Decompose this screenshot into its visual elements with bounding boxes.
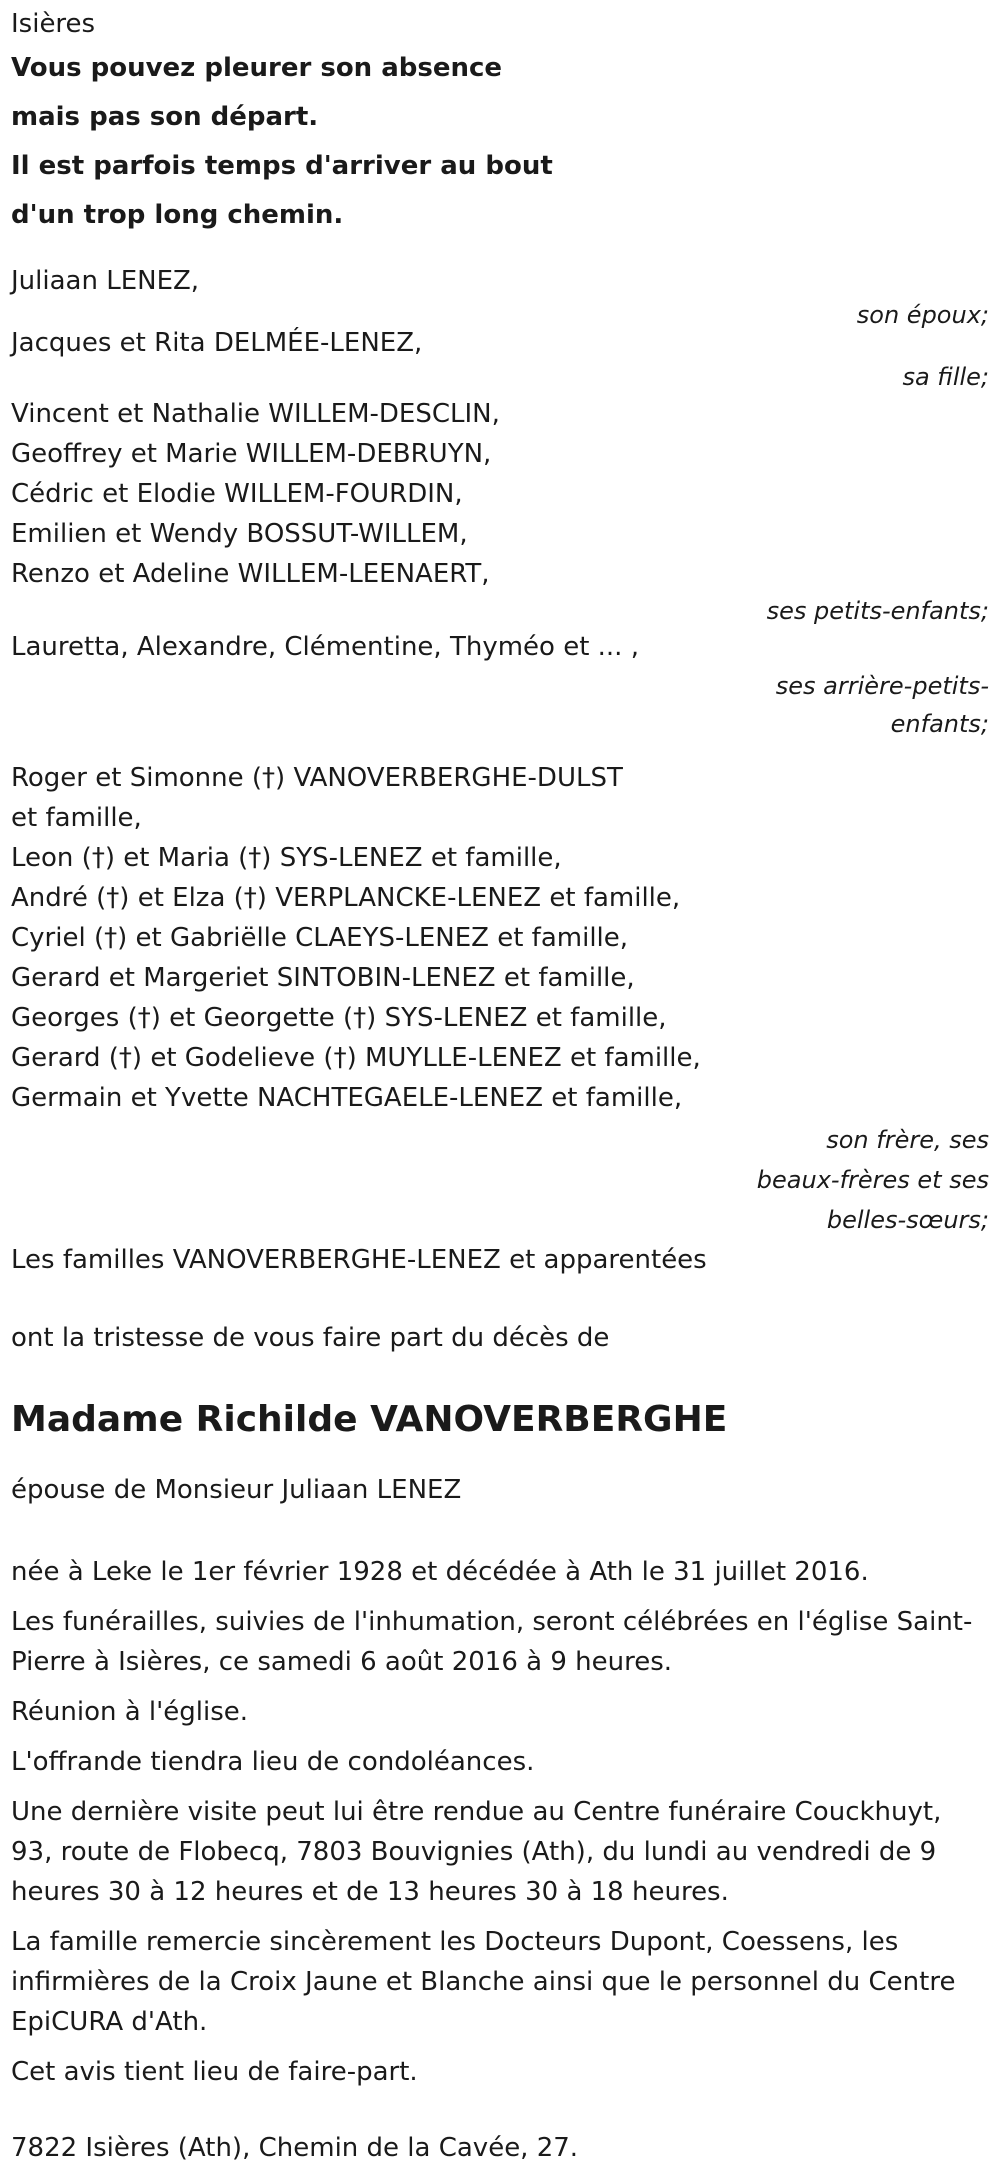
great-grandchildren-names: Lauretta, Alexandre, Clémentine, Thyméo et ... , [11,632,639,662]
sibling-name: Roger et Simonne (†) VANOVERBERGHE-DULST [11,763,623,793]
gathering-paragraph: Réunion à l'église. [11,1697,249,1727]
address-line: 7822 Isières (Ath), Chemin de la Cavée, 27. [11,2133,579,2163]
sibling-name: Leon (†) et Maria (†) SYS-LENEZ et famille, [11,843,562,873]
poem-line: mais pas son départ. [11,102,319,132]
birth-death-paragraph: née à Leke le 1er février 1928 et décédée à Ath le 31 juillet 2016. [11,1557,869,1587]
grandchild-name: Emilien et Wendy BOSSUT-WILLEM, [11,519,468,549]
poem-line: Il est parfois temps d'arriver au bout [11,151,553,181]
grandchild-name: Vincent et Nathalie WILLEM-DESCLIN, [11,399,500,429]
offering-paragraph: L'offrande tiendra lieu de condoléances. [11,1747,535,1777]
spouse-relation: son époux; [856,301,989,329]
obituary-page [0,4,1000,2163]
details [11,1552,989,2092]
siblings-relation: son frère, ses [826,1126,989,1154]
poem-line: Vous pouvez pleurer son absence [11,53,503,83]
grandchild-name: Renzo et Adeline WILLEM-LEENAERT, [11,559,490,589]
sibling-name: Germain et Yvette NACHTEGAELE-LENEZ et famille, [11,1083,683,1113]
siblings-relation: beaux-frères et ses [756,1166,989,1194]
family-great-grandchildren [11,628,989,742]
family-daughter [11,326,989,394]
great-grandchildren-relation: ses arrière-petits- [775,672,989,700]
family-siblings [11,758,989,1240]
paragraph-line: infirmières de la Croix Jaune et Blanche ainsi que le personnel du Centre [11,1967,956,1997]
announcement-line: ont la tristesse de vous faire part du décès de [11,1323,610,1353]
daughter-relation: sa fille; [902,363,989,391]
sibling-name: Cyriel (†) et Gabriëlle CLAEYS-LENEZ et famille, [11,923,629,953]
paragraph-line: Une dernière visite peut lui être rendue au Centre funéraire Couckhuyt, [11,1797,942,1827]
paragraph-line: heures 30 à 12 heures et de 13 heures 30 à 18 heures. [11,1877,729,1907]
sibling-name: Gerard et Margeriet SINTOBIN-LENEZ et famille, [11,963,635,993]
place-heading: Isières [11,9,96,39]
funeral-paragraph [11,1602,989,1682]
grandchildren-relation: ses petits-enfants; [766,597,989,625]
spouse-name: Juliaan LENEZ, [11,266,200,296]
paragraph-line: La famille remercie sincèrement les Docteurs Dupont, Coessens, les [11,1927,899,1957]
sibling-name: Gerard (†) et Godelieve (†) MUYLLE-LENEZ et famille, [11,1043,701,1073]
sibling-name: et famille, [11,803,142,833]
thanks-paragraph [11,1922,989,2042]
paragraph-line: 93, route de Flobecq, 7803 Bouvignies (Ath), du lundi au vendredi de 9 [11,1837,937,1867]
paragraph-line: EpiCURA d'Ath. [11,2007,208,2037]
sibling-name: Georges (†) et Georgette (†) SYS-LENEZ et famille, [11,1003,667,1033]
visit-paragraph [11,1792,989,1912]
sibling-name: André (†) et Elza (†) VERPLANCKE-LENEZ et famille, [11,883,681,913]
paragraph-line: Pierre à Isières, ce samedi 6 août 2016 à 9 heures. [11,1647,673,1677]
great-grandchildren-relation: enfants; [890,710,989,738]
family-grandchildren [11,394,989,628]
grandchild-name: Geoffrey et Marie WILLEM-DEBRUYN, [11,439,492,469]
family-spouse [11,264,989,332]
notice-paragraph: Cet avis tient lieu de faire-part. [11,2057,418,2087]
grandchild-name: Cédric et Elodie WILLEM-FOURDIN, [11,479,463,509]
daughter-name: Jacques et Rita DELMÉE-LENEZ, [11,328,423,358]
poem [11,44,989,240]
poem-line: d'un trop long chemin. [11,200,344,230]
families-line: Les familles VANOVERBERGHE-LENEZ et apparentées [11,1245,707,1275]
spouse-of-line: épouse de Monsieur Juliaan LENEZ [11,1475,462,1505]
paragraph-line: Les funérailles, suivies de l'inhumation, seront célébrées en l'église Saint- [11,1607,973,1637]
deceased-name: Madame Richilde VANOVERBERGHE [11,1399,728,1440]
siblings-relation: belles-sœurs; [826,1206,989,1234]
